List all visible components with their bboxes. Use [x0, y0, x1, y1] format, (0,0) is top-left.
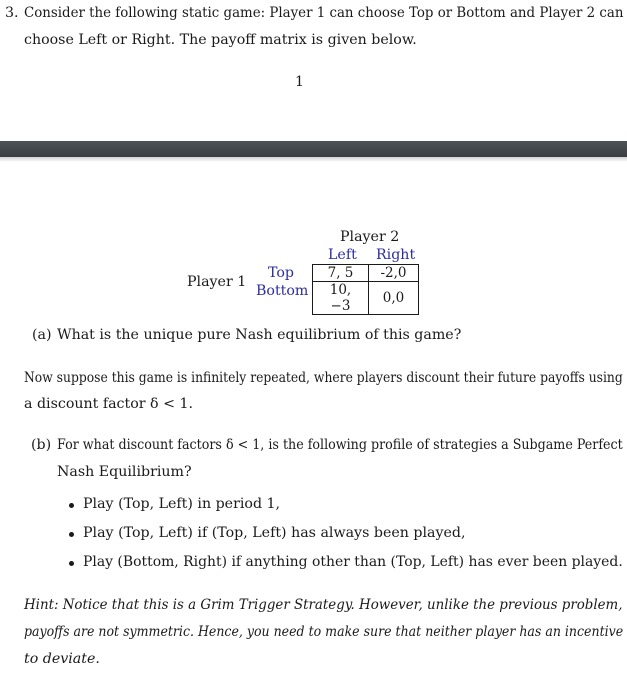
row-top-label: Top: [268, 265, 294, 281]
cell-top-left: 7, 5: [313, 265, 369, 282]
part-a-label: (a): [32, 327, 52, 343]
player1-label: Player 1: [187, 274, 247, 290]
cell-bottom-right: 0,0: [369, 282, 419, 315]
col-right-label: Right: [376, 247, 416, 263]
col-left-label: Left: [328, 247, 357, 263]
table-row: [313, 282, 419, 315]
bullet-dot: [69, 503, 74, 508]
part-b-line-1: For what discount factors δ < 1, is the following profile of strategies a Subgame Perfect: [57, 437, 623, 453]
row-bottom-label: Bottom: [256, 283, 309, 299]
bullet-dot: [69, 532, 74, 537]
repeated-line-1: Now suppose this game is infinitely repeated, where players discount their future payoffs using: [24, 370, 623, 386]
list-item: Play (Bottom, Right) if anything other than (Top, Left) has ever been played.: [83, 554, 623, 570]
bullet-dot: [69, 561, 74, 566]
part-b-label: (b): [31, 437, 52, 453]
hint-line-3: to deviate.: [24, 651, 100, 667]
payoff-table: [312, 264, 419, 315]
list-item: Play (Top, Left) in period 1,: [83, 496, 281, 512]
cell-bottom-left: 10, −3: [313, 282, 369, 315]
hint-line-1: Hint: Notice that this is a Grim Trigger Strategy. However, unlike the previous problem,: [24, 597, 623, 613]
hint-line-2: payoffs are not symmetric. Hence, you need to make sure that neither player has an incentive: [24, 624, 624, 640]
intro-line-1: Consider the following static game: Player 1 can choose Top or Bottom and Player 2 can: [24, 5, 624, 21]
cell-top-right: -2,0: [369, 265, 419, 282]
intro-line-2: choose Left or Right. The payoff matrix is given below.: [24, 32, 417, 48]
page-number: 1: [295, 74, 304, 90]
table-row: [313, 265, 419, 282]
list-item: Play (Top, Left) if (Top, Left) has always been played,: [83, 525, 466, 541]
page-break-divider: [0, 141, 627, 157]
part-b-line-2: Nash Equilibrium?: [57, 464, 192, 480]
repeated-line-2: a discount factor δ < 1.: [24, 396, 194, 412]
page-break-shadow: [0, 157, 627, 162]
player2-label: Player 2: [340, 229, 400, 245]
part-a-question: What is the unique pure Nash equilibrium of this game?: [57, 327, 462, 343]
problem-number: 3.: [5, 5, 19, 21]
